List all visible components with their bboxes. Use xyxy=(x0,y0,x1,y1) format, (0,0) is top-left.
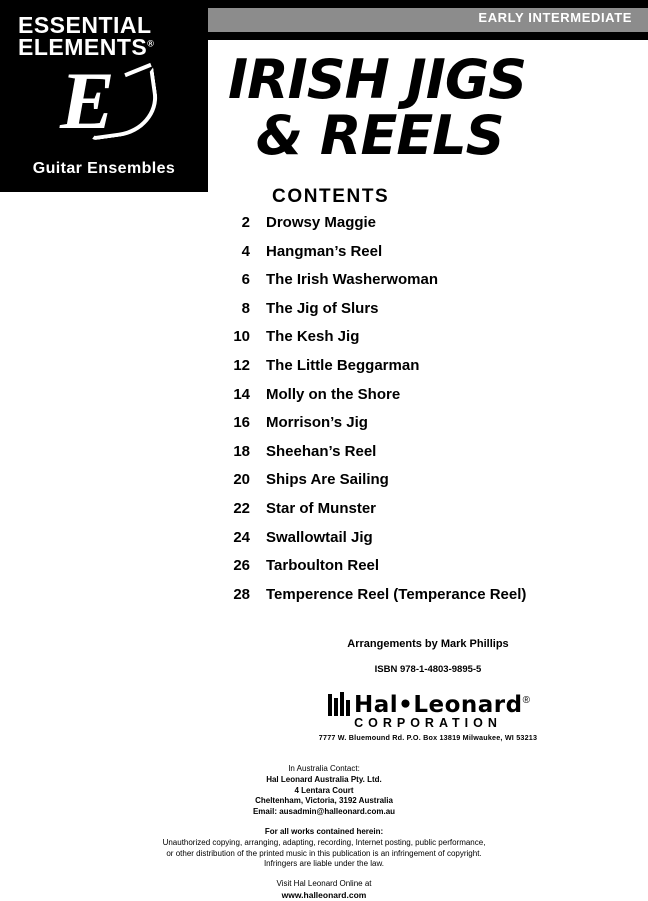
copyright-line-2: Unauthorized copying, arranging, adapting, recording, Internet posting, public performance, xyxy=(162,837,486,847)
copyright-line-4: Infringers are liable under the law. xyxy=(263,859,385,869)
australia-city: Cheltenham, Victoria, 3192 Australia xyxy=(255,796,393,806)
list-item xyxy=(206,557,626,586)
toc-song-title: The Jig of Slurs xyxy=(266,299,379,317)
toc-song-title: Sheehan’s Reel xyxy=(266,442,377,460)
publisher-corporation: CORPORATION xyxy=(354,716,502,730)
toc-page-number: 12 xyxy=(233,356,250,374)
publisher-name: Hal•Leonard xyxy=(354,692,523,718)
list-item xyxy=(206,386,626,415)
toc-song-title: Temperence Reel (Temperance Reel) xyxy=(266,585,527,603)
australia-street: 4 Lentara Court xyxy=(294,785,354,795)
toc-page-number: 24 xyxy=(233,528,250,546)
publisher-registered-icon: ® xyxy=(522,694,530,706)
website-block xyxy=(104,879,544,901)
registered-trademark-icon: ® xyxy=(147,38,155,49)
australia-company: Hal Leonard Australia Pty. Ltd. xyxy=(266,774,382,784)
australia-contact-block xyxy=(104,764,544,818)
level-label: EARLY INTERMEDIATE xyxy=(478,10,632,25)
toc-song-title: Morrison’s Jig xyxy=(266,414,368,432)
toc-song-title: Tarboulton Reel xyxy=(266,557,380,575)
fine-print xyxy=(104,764,544,901)
title-line-2: & REELS xyxy=(256,104,504,168)
toc-page-number: 18 xyxy=(233,442,250,460)
emblem-letter: E xyxy=(60,55,115,146)
toc-page-number: 2 xyxy=(241,214,250,231)
title-line-1: IRISH JIGS xyxy=(228,48,527,111)
brand-line-2-text: ELEMENTS xyxy=(18,34,148,60)
toc-song-title: Star of Munster xyxy=(266,499,377,517)
toc-song-title: Hangman’s Reel xyxy=(266,242,383,260)
toc-page-number: 4 xyxy=(241,242,250,260)
hal-leonard-bars-icon xyxy=(326,692,352,718)
arranger-credit: Arrangements by Mark Phillips xyxy=(347,638,509,650)
toc-page-number: 10 xyxy=(233,328,250,346)
australia-heading: In Australia Contact: xyxy=(288,764,360,773)
contents-heading: CONTENTS xyxy=(272,186,390,207)
website-link[interactable]: www.halleonard.com xyxy=(281,889,367,900)
table-of-contents xyxy=(206,214,626,614)
list-item xyxy=(206,328,626,357)
toc-song-title: Molly on the Shore xyxy=(266,385,401,403)
isbn-number: ISBN 978-1-4803-9895-5 xyxy=(374,664,482,675)
toc-song-title: Ships Are Sailing xyxy=(266,471,389,489)
australia-email: Email: ausadmin@halleonard.com.au xyxy=(252,807,396,817)
toc-page-number: 8 xyxy=(241,299,250,317)
list-item xyxy=(206,357,626,386)
list-item xyxy=(206,443,626,472)
toc-page-number: 28 xyxy=(233,585,250,603)
e-emblem-icon xyxy=(60,55,152,146)
list-item xyxy=(206,271,626,300)
toc-song-title: The Little Beggarman xyxy=(266,356,420,374)
list-item xyxy=(206,471,626,500)
toc-song-title: Drowsy Maggie xyxy=(266,214,377,231)
publisher-logo xyxy=(208,692,648,742)
list-item xyxy=(206,500,626,529)
essential-elements-logo-panel xyxy=(0,0,208,192)
toc-song-title: Swallowtail Jig xyxy=(266,528,373,546)
toc-song-title: The Kesh Jig xyxy=(266,328,360,346)
toc-song-title: The Irish Washerwoman xyxy=(266,271,438,289)
visit-line: Visit Hal Leonard Online at xyxy=(276,879,372,889)
copyright-line-1: For all works contained herein: xyxy=(264,826,384,836)
list-item xyxy=(206,586,626,615)
publisher-address: 7777 W. Bluemound Rd. P.O. Box 13819 Milwaukee, WI 53213 xyxy=(318,733,538,742)
page-title xyxy=(228,48,638,168)
toc-page-number: 22 xyxy=(233,499,250,517)
toc-page-number: 26 xyxy=(233,557,250,575)
list-item xyxy=(206,300,626,329)
toc-page-number: 14 xyxy=(233,385,250,403)
list-item xyxy=(206,243,626,272)
toc-page-number: 6 xyxy=(241,271,250,289)
copyright-line-3: or other distribution of the printed music in this publication is an infringement of copyright. xyxy=(166,848,482,858)
list-item xyxy=(206,529,626,558)
toc-page-number: 16 xyxy=(233,414,250,432)
emblem-swoosh-icon xyxy=(82,67,162,140)
series-subtitle: Guitar Ensembles xyxy=(32,160,176,177)
list-item xyxy=(206,414,626,443)
toc-page-number: 20 xyxy=(233,471,250,489)
list-item xyxy=(206,214,626,243)
brand-line-1: ESSENTIAL xyxy=(18,12,152,38)
